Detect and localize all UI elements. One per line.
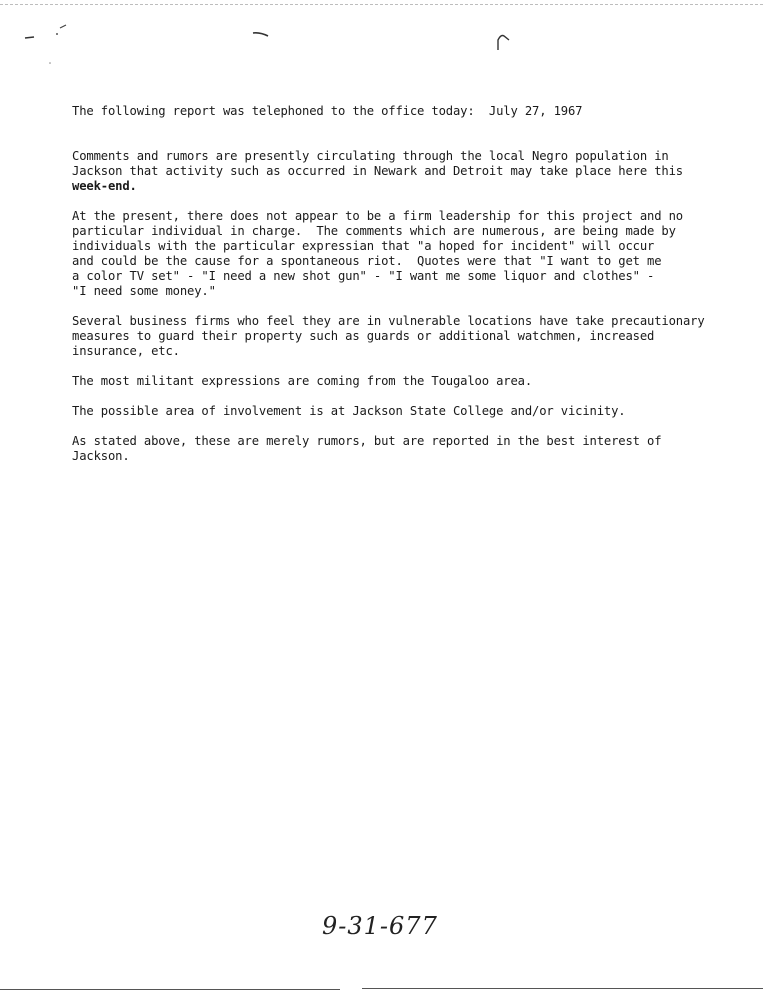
text-line: The possible area of involvement is at Jackson State College and/or vicinity.	[72, 404, 626, 418]
paragraph-closing	[72, 434, 742, 464]
paragraph-tougaloo	[72, 374, 742, 389]
text-line: "I need some money."	[72, 284, 216, 298]
text-line: and could be the cause for a spontaneous riot. Quotes were that "I want to get me	[72, 254, 662, 268]
report-body	[72, 104, 742, 464]
text-line: Several business firms who feel they are in vulnerable locations have take precautionary	[72, 314, 705, 328]
paragraph-rumors	[72, 149, 742, 194]
scan-mark-dash	[250, 28, 280, 42]
text-line: As stated above, these are merely rumors, but are reported in the best interest of	[72, 434, 662, 448]
text-line: At the present, there does not appear to be a firm leadership for this project and no	[72, 209, 683, 223]
paragraph-involvement-area	[72, 404, 742, 419]
scan-marks-top-left	[20, 20, 80, 70]
bottom-rule-right	[362, 988, 763, 989]
text-line: measures to guard their property such as guards or additional watchmen, increased	[72, 329, 655, 343]
header-line: The following report was telephoned to the office today: July 27, 1967	[72, 104, 583, 118]
text-line: The most militant expressions are coming from the Tougaloo area.	[72, 374, 532, 388]
handwritten-file-number: 9-31-677	[322, 912, 438, 940]
text-line: particular individual in charge. The comments which are numerous, are being made by	[72, 224, 676, 238]
text-line: individuals with the particular expressian that "a hoped for incident" will occur	[72, 239, 655, 253]
scan-mark-check	[492, 30, 516, 52]
text-line: Jackson that activity such as occurred in Newark and Detroit may take place here this	[72, 164, 683, 178]
text-line: insurance, etc.	[72, 344, 180, 358]
text-line: week-end.	[72, 179, 137, 193]
text-line: a color TV set" - "I need a new shot gun" - "I want me some liquor and clothes" -	[72, 269, 655, 283]
top-dashed-rule	[0, 4, 763, 5]
paragraph-leadership	[72, 209, 742, 299]
paragraph-business-firms	[72, 314, 742, 359]
text-line: Jackson.	[72, 449, 130, 463]
text-line: Comments and rumors are presently circulating through the local Negro population in	[72, 149, 669, 163]
